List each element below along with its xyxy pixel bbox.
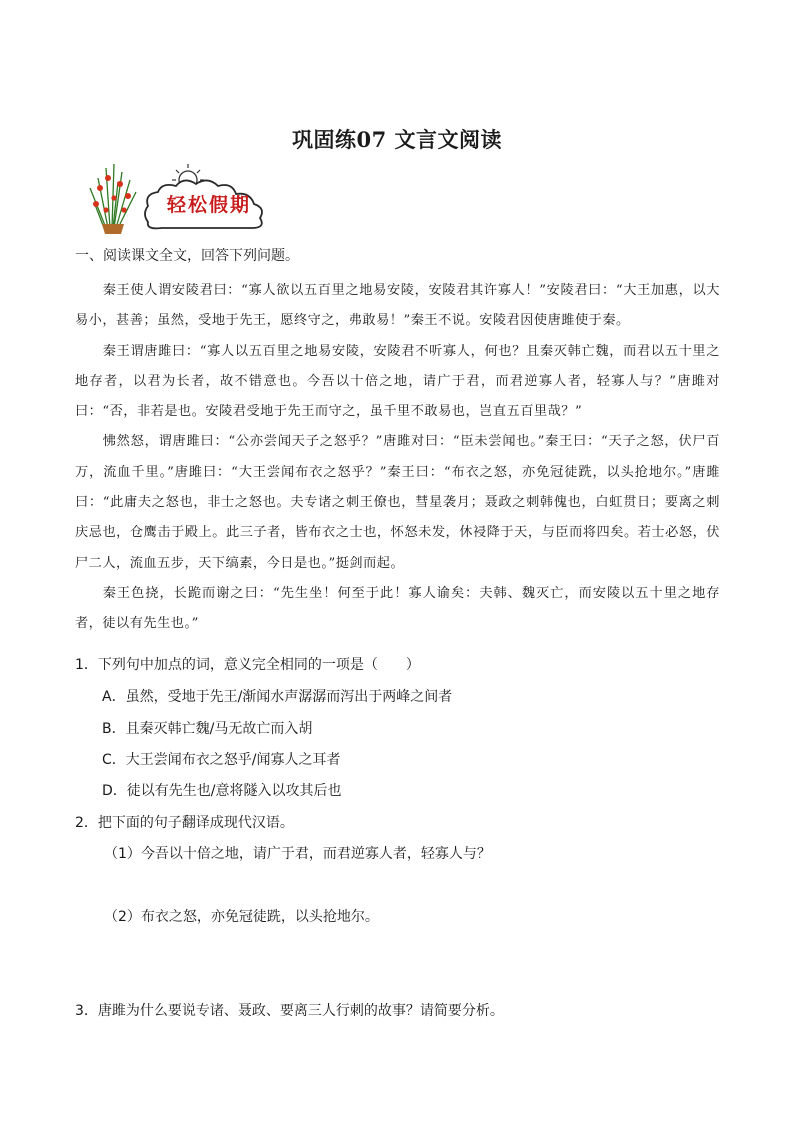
- question-1-option-a[interactable]: A．虽然，受地于先王/渐闻水声潺潺而泻出于两峰之间者: [102, 689, 453, 705]
- holiday-banner: [84, 158, 274, 234]
- section-heading: 一、阅读课文全文，回答下列问题。: [75, 248, 299, 264]
- banner-text: 轻松假期: [166, 194, 251, 216]
- passage-paragraph: 怫然怒，谓唐雎曰：“公亦尝闻天子之怒乎？”唐雎对曰：“臣未尝闻也。”秦王曰：“天子之怒，伏尸百万，流血千里。”唐雎曰：“大王尝闻布衣之怒乎？”秦王曰：“布衣之怒，亦免冠徒跣，以头抢地尔。”唐雎曰：“此庸夫之怒也，非士之怒也。夫专诸之刺王僚也，彗星袭月；聂政之刺韩傀也，白虹贯日；要离之刺庆忌也，仓鹰击于殿上。此三子者，皆布衣之士也，怀怒未发，休祲降于天，与臣而将四矣。若士必怒，伏尸二人，流血五步，天下缟素，今日是也。”挺剑而起。: [75, 434, 720, 571]
- passage-paragraph: 秦王谓唐雎曰：“寡人以五百里之地易安陵，安陵君不听寡人，何也？且秦灭韩亡魏，而君以五十里之地存者，以君为长者，故不错意也。今吾以十倍之地，请广于君，而君逆寡人者，轻寡人与？”唐雎对曰：“否，非若是也。安陵君受地于先王而守之，虽千里不敢易也，岂直五百里哉？”: [75, 343, 720, 420]
- question-1-stem: 1．下列句中加点的词，意义完全相同的一项是（ ）: [75, 657, 420, 673]
- classical-passage: [75, 276, 720, 640]
- question-2-item-2: （2）布衣之怒，亦免冠徒跣，以头抢地尔。: [104, 909, 379, 925]
- question-2-item-1: （1）今吾以十倍之地，请广于君，而君逆寡人者，轻寡人与？: [104, 846, 491, 862]
- passage-paragraph: 秦王色挠，长跪而谢之曰：“先生坐！何至于此！寡人谕矣：夫韩、魏灭亡，而安陵以五十里之地存者，徒以有先生也。”: [75, 585, 720, 632]
- page-title: 巩固练07 文言文阅读: [291, 127, 503, 152]
- question-3-stem: 3．唐雎为什么要说专诸、聂政、要离三人行刺的故事？请简要分析。: [75, 1003, 504, 1019]
- question-1-option-c[interactable]: C．大王尝闻布衣之怒乎/闻寡人之耳者: [102, 752, 341, 768]
- question-1-option-d[interactable]: D．徒以有先生也/意将隧入以攻其后也: [102, 783, 342, 799]
- passage-paragraph: 秦王使人谓安陵君曰：“寡人欲以五百里之地易安陵，安陵君其许寡人！”安陵君曰：“大王加惠，以大易小，甚善；虽然，受地于先王，愿终守之，弗敢易！”秦王不说。安陵君因使唐雎使于秦。: [75, 283, 720, 329]
- question-2-stem: 2．把下面的句子翻译成现代汉语。: [75, 815, 294, 831]
- question-1-option-b[interactable]: B．且秦灭韩亡魏/马无故亡而入胡: [102, 721, 313, 737]
